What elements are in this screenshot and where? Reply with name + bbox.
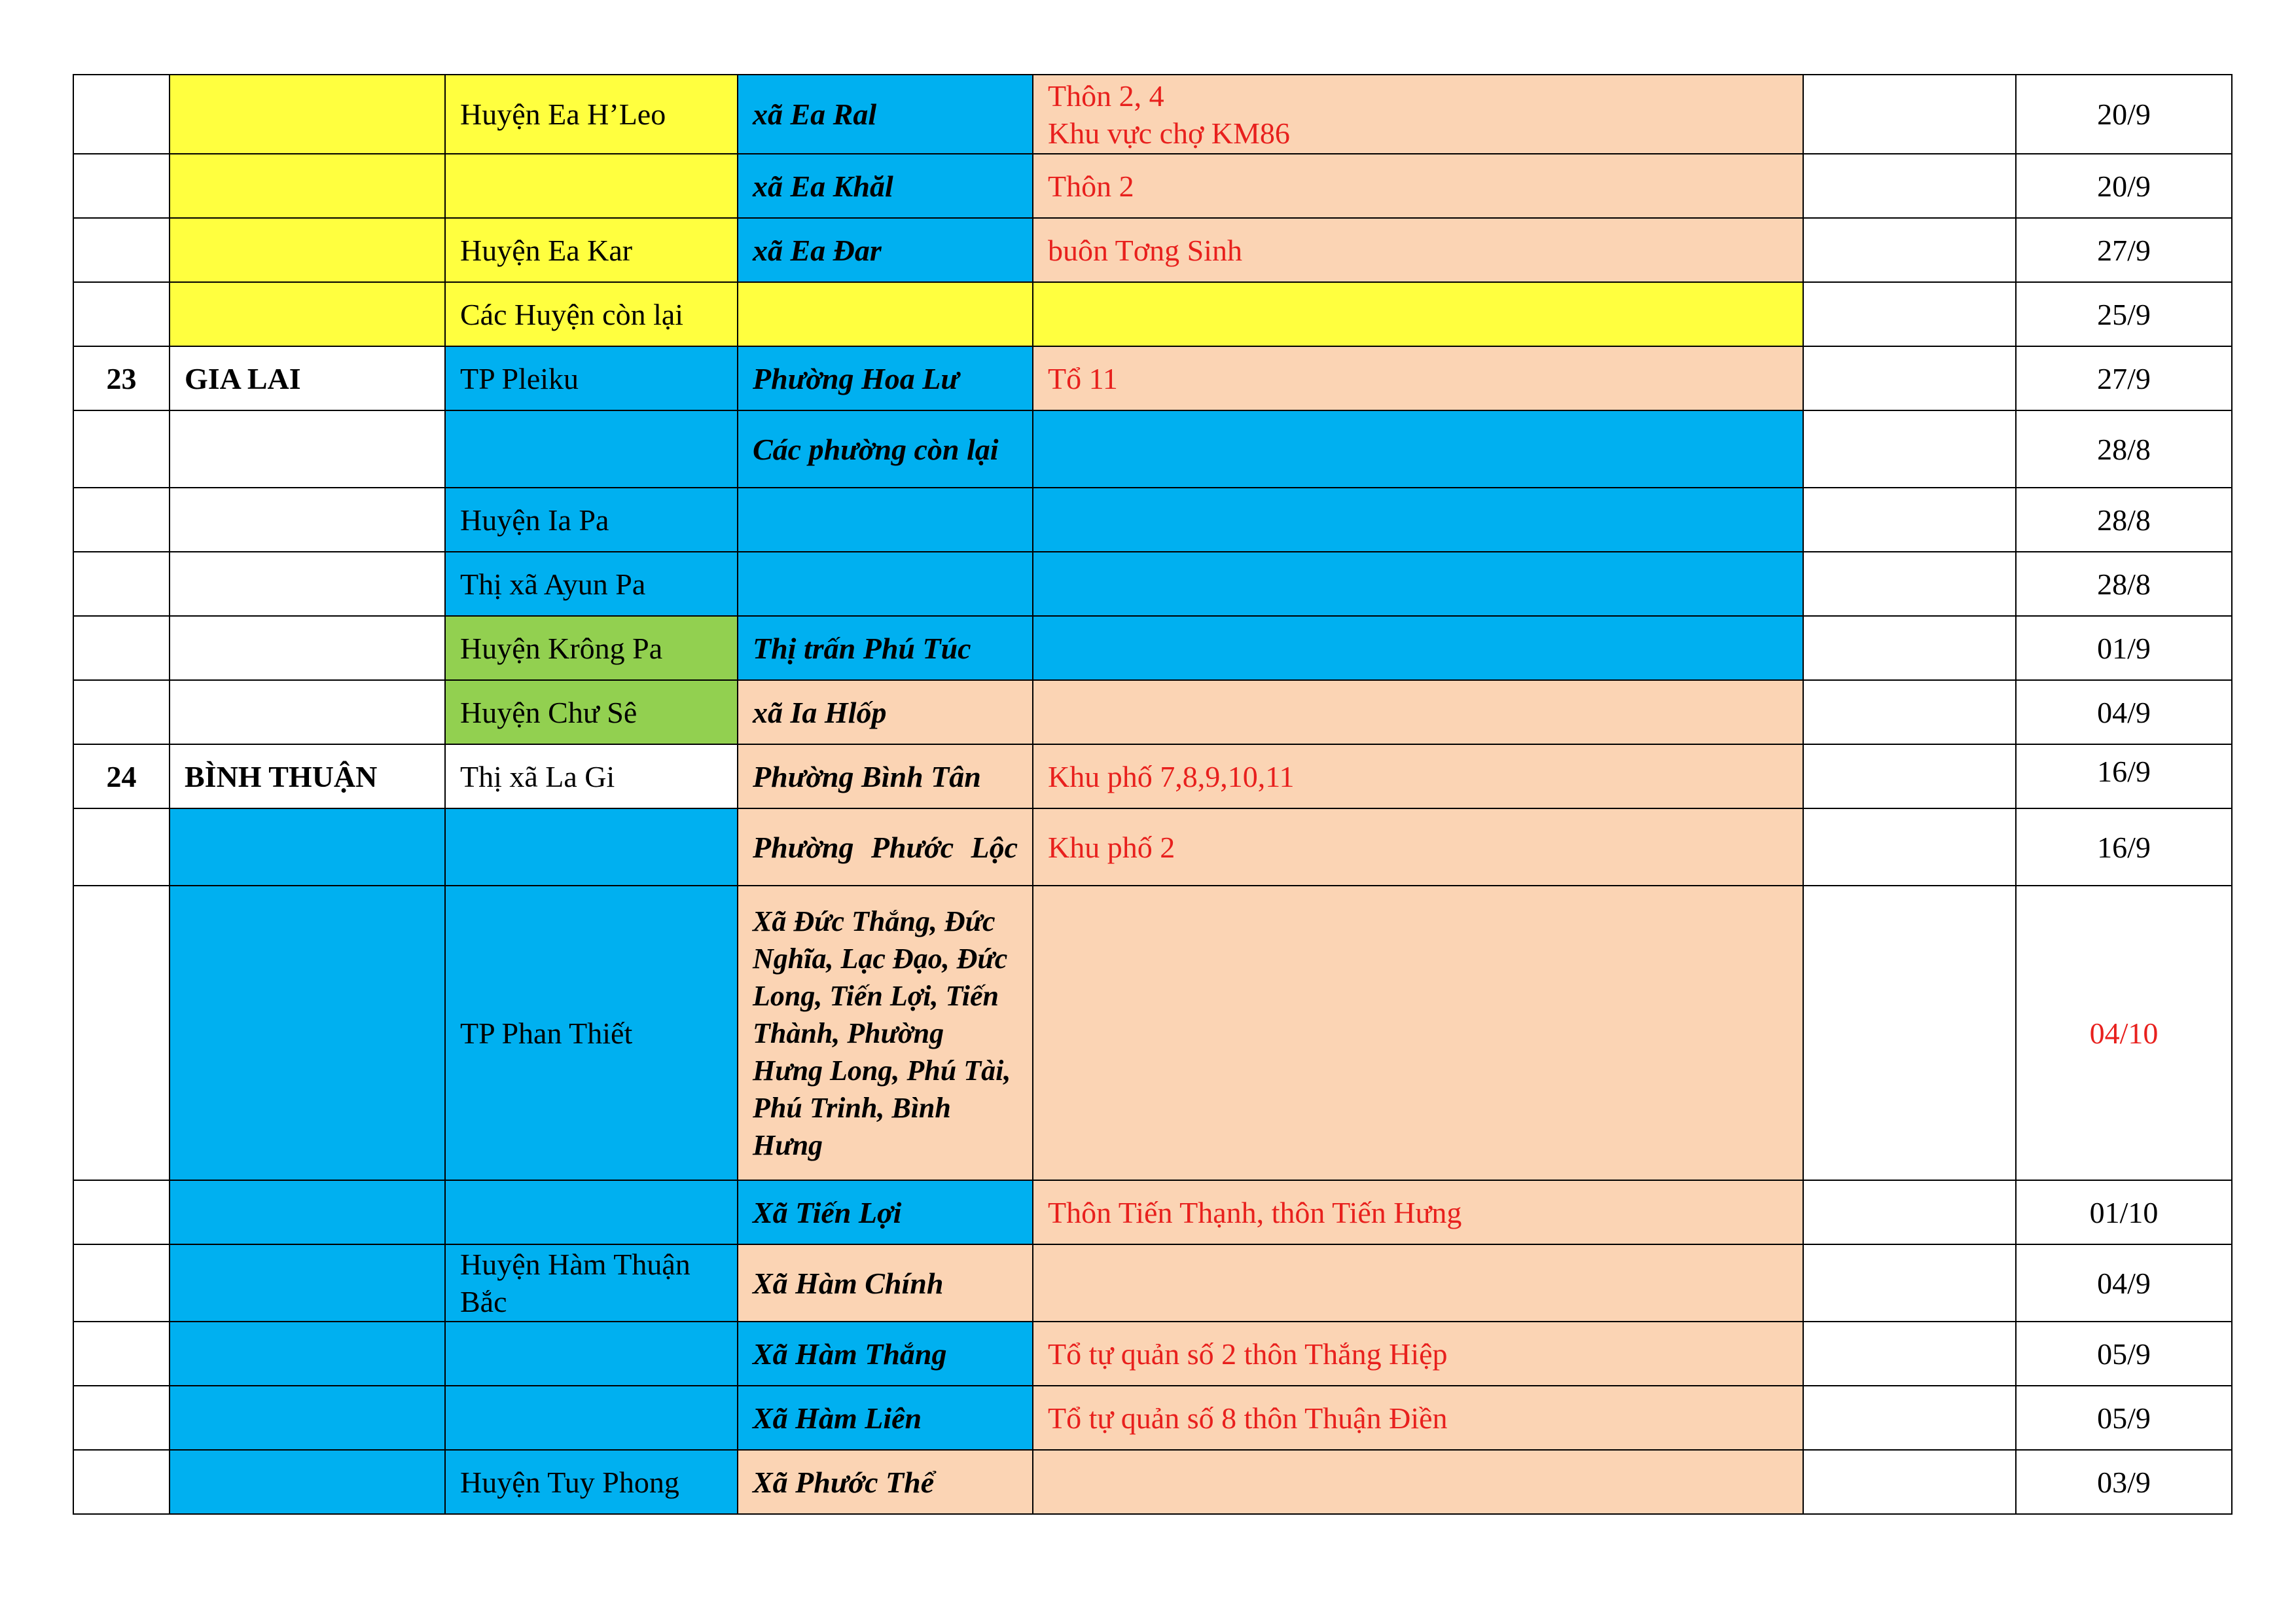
date-cell: 04/10 xyxy=(2016,886,2232,1180)
district-cell xyxy=(445,1180,738,1244)
ward-cell: Xã Phước Thể xyxy=(738,1450,1033,1514)
date-cell: 20/9 xyxy=(2016,75,2232,154)
province-cell xyxy=(170,680,445,744)
note-cell xyxy=(1803,552,2016,616)
district-cell: TP Pleiku xyxy=(445,346,738,410)
ward-cell: Phường Hoa Lư xyxy=(738,346,1033,410)
date-cell: 20/9 xyxy=(2016,154,2232,218)
ward-cell: xã Ea Ral xyxy=(738,75,1033,154)
stt-cell xyxy=(73,1180,170,1244)
note-cell xyxy=(1803,1386,2016,1450)
date-cell: 01/10 xyxy=(2016,1180,2232,1244)
note-cell xyxy=(1803,886,2016,1180)
district-cell: Thị xã La Gi xyxy=(445,744,738,808)
ward-cell: Thị trấn Phú Túc xyxy=(738,616,1033,680)
ward-cell: xã Ia Hlốp xyxy=(738,680,1033,744)
date-cell: 01/9 xyxy=(2016,616,2232,680)
table-row xyxy=(73,552,2232,616)
date-cell: 28/8 xyxy=(2016,552,2232,616)
ward-cell: Xã Đức Thắng, Đức Nghĩa, Lạc Đạo, Đức Long, Tiến Lợi, Tiến Thành, Phường Hưng Long, Phú Tài, Phú Trinh, Bình Hưng xyxy=(738,886,1033,1180)
district-cell: Huyện Ia Pa xyxy=(445,488,738,552)
area-cell: Tổ 11 xyxy=(1033,346,1803,410)
date-cell: 16/9 xyxy=(2016,808,2232,886)
note-cell xyxy=(1803,1322,2016,1386)
note-cell xyxy=(1803,744,2016,808)
area-cell xyxy=(1033,1450,1803,1514)
stt-cell xyxy=(73,154,170,218)
stt-cell xyxy=(73,1450,170,1514)
province-cell xyxy=(170,410,445,488)
province-cell xyxy=(170,886,445,1180)
ward-cell: Xã Tiến Lợi xyxy=(738,1180,1033,1244)
table-row xyxy=(73,154,2232,218)
district-cell: Các Huyện còn lại xyxy=(445,282,738,346)
table-row xyxy=(73,1180,2232,1244)
table-row xyxy=(73,808,2232,886)
ward-cell: Xã Hàm Thắng xyxy=(738,1322,1033,1386)
province-cell xyxy=(170,1244,445,1322)
district-cell xyxy=(445,1322,738,1386)
stt-cell xyxy=(73,552,170,616)
stt-cell: 24 xyxy=(73,744,170,808)
district-cell: Huyện Ea Kar xyxy=(445,218,738,282)
date-cell: 25/9 xyxy=(2016,282,2232,346)
date-cell: 03/9 xyxy=(2016,1450,2232,1514)
ward-cell: xã Ea Khăl xyxy=(738,154,1033,218)
area-cell: Tổ tự quản số 8 thôn Thuận Điền xyxy=(1033,1386,1803,1450)
outbreak-area-table xyxy=(73,74,2233,1515)
table-row xyxy=(73,1386,2232,1450)
date-cell: 27/9 xyxy=(2016,346,2232,410)
note-cell xyxy=(1803,616,2016,680)
ward-cell xyxy=(738,552,1033,616)
table-row xyxy=(73,218,2232,282)
date-cell: 28/8 xyxy=(2016,410,2232,488)
ward-cell: Xã Hàm Liên xyxy=(738,1386,1033,1450)
area-cell xyxy=(1033,552,1803,616)
ward-cell: xã Ea Đar xyxy=(738,218,1033,282)
area-cell: Thôn 2 xyxy=(1033,154,1803,218)
area-cell xyxy=(1033,680,1803,744)
stt-cell xyxy=(73,616,170,680)
table-row xyxy=(73,1450,2232,1514)
ward-cell xyxy=(738,282,1033,346)
district-cell xyxy=(445,154,738,218)
province-cell xyxy=(170,1322,445,1386)
stt-cell xyxy=(73,1322,170,1386)
table-row xyxy=(73,1244,2232,1322)
area-cell xyxy=(1033,1244,1803,1322)
date-cell: 04/9 xyxy=(2016,1244,2232,1322)
area-cell xyxy=(1033,75,1803,154)
stt-cell xyxy=(73,886,170,1180)
province-cell xyxy=(170,808,445,886)
province-cell xyxy=(170,488,445,552)
province-cell xyxy=(170,282,445,346)
table-row xyxy=(73,886,2232,1180)
note-cell xyxy=(1803,680,2016,744)
district-cell xyxy=(445,1386,738,1450)
ward-cell: Xã Hàm Chính xyxy=(738,1244,1033,1322)
stt-cell xyxy=(73,218,170,282)
district-cell: Huyện Krông Pa xyxy=(445,616,738,680)
table-row xyxy=(73,410,2232,488)
note-cell xyxy=(1803,218,2016,282)
area-cell xyxy=(1033,410,1803,488)
district-cell: TP Phan Thiết xyxy=(445,886,738,1180)
district-cell xyxy=(445,808,738,886)
stt-cell xyxy=(73,1244,170,1322)
ward-cell: Phường Bình Tân xyxy=(738,744,1033,808)
ward-cell: Các phường còn lại xyxy=(738,410,1033,488)
stt-cell xyxy=(73,282,170,346)
province-cell xyxy=(170,552,445,616)
ward-cell: Phường Phước Lộc xyxy=(738,808,1033,886)
table-row xyxy=(73,616,2232,680)
province-cell xyxy=(170,218,445,282)
area-text: Thôn 2, 4 Khu vực chợ KM86 xyxy=(1048,79,1290,150)
district-cell: Huyện Tuy Phong xyxy=(445,1450,738,1514)
province-cell xyxy=(170,1180,445,1244)
province-cell xyxy=(170,1386,445,1450)
table-row xyxy=(73,282,2232,346)
stt-cell xyxy=(73,75,170,154)
note-cell xyxy=(1803,1180,2016,1244)
area-cell xyxy=(1033,282,1803,346)
table-row xyxy=(73,744,2232,808)
note-cell xyxy=(1803,282,2016,346)
note-cell xyxy=(1803,346,2016,410)
stt-cell xyxy=(73,680,170,744)
stt-cell xyxy=(73,808,170,886)
stt-cell: 23 xyxy=(73,346,170,410)
district-cell xyxy=(445,410,738,488)
area-cell: Khu phố 2 xyxy=(1033,808,1803,886)
note-cell xyxy=(1803,1244,2016,1322)
area-cell: Khu phố 7,8,9,10,11 xyxy=(1033,744,1803,808)
table-row xyxy=(73,75,2232,154)
area-cell: Tổ tự quản số 2 thôn Thắng Hiệp xyxy=(1033,1322,1803,1386)
stt-cell xyxy=(73,410,170,488)
stt-cell xyxy=(73,488,170,552)
area-cell: Thôn Tiến Thạnh, thôn Tiến Hưng xyxy=(1033,1180,1803,1244)
area-cell xyxy=(1033,886,1803,1180)
table-row xyxy=(73,680,2232,744)
note-cell xyxy=(1803,410,2016,488)
date-cell: 27/9 xyxy=(2016,218,2232,282)
table-row xyxy=(73,488,2232,552)
note-cell xyxy=(1803,75,2016,154)
note-cell xyxy=(1803,488,2016,552)
date-cell: 28/8 xyxy=(2016,488,2232,552)
district-cell: Huyện Hàm Thuận Bắc xyxy=(445,1244,738,1322)
date-cell: 05/9 xyxy=(2016,1386,2232,1450)
note-cell xyxy=(1803,1450,2016,1514)
date-cell: 05/9 xyxy=(2016,1322,2232,1386)
district-cell: Huyện Chư Sê xyxy=(445,680,738,744)
province-cell xyxy=(170,1450,445,1514)
district-cell: Thị xã Ayun Pa xyxy=(445,552,738,616)
table-row xyxy=(73,1322,2232,1386)
date-cell: 04/9 xyxy=(2016,680,2232,744)
province-cell xyxy=(170,616,445,680)
note-cell xyxy=(1803,808,2016,886)
province-cell xyxy=(170,154,445,218)
area-cell xyxy=(1033,616,1803,680)
area-cell: buôn Tơng Sinh xyxy=(1033,218,1803,282)
ward-cell xyxy=(738,488,1033,552)
note-cell xyxy=(1803,154,2016,218)
date-cell: 16/9 xyxy=(2016,744,2232,808)
stt-cell xyxy=(73,1386,170,1450)
area-cell xyxy=(1033,488,1803,552)
province-cell: BÌNH THUẬN xyxy=(170,744,445,808)
district-cell: Huyện Ea H’Leo xyxy=(445,75,738,154)
province-cell xyxy=(170,75,445,154)
table-row xyxy=(73,346,2232,410)
province-cell: GIA LAI xyxy=(170,346,445,410)
